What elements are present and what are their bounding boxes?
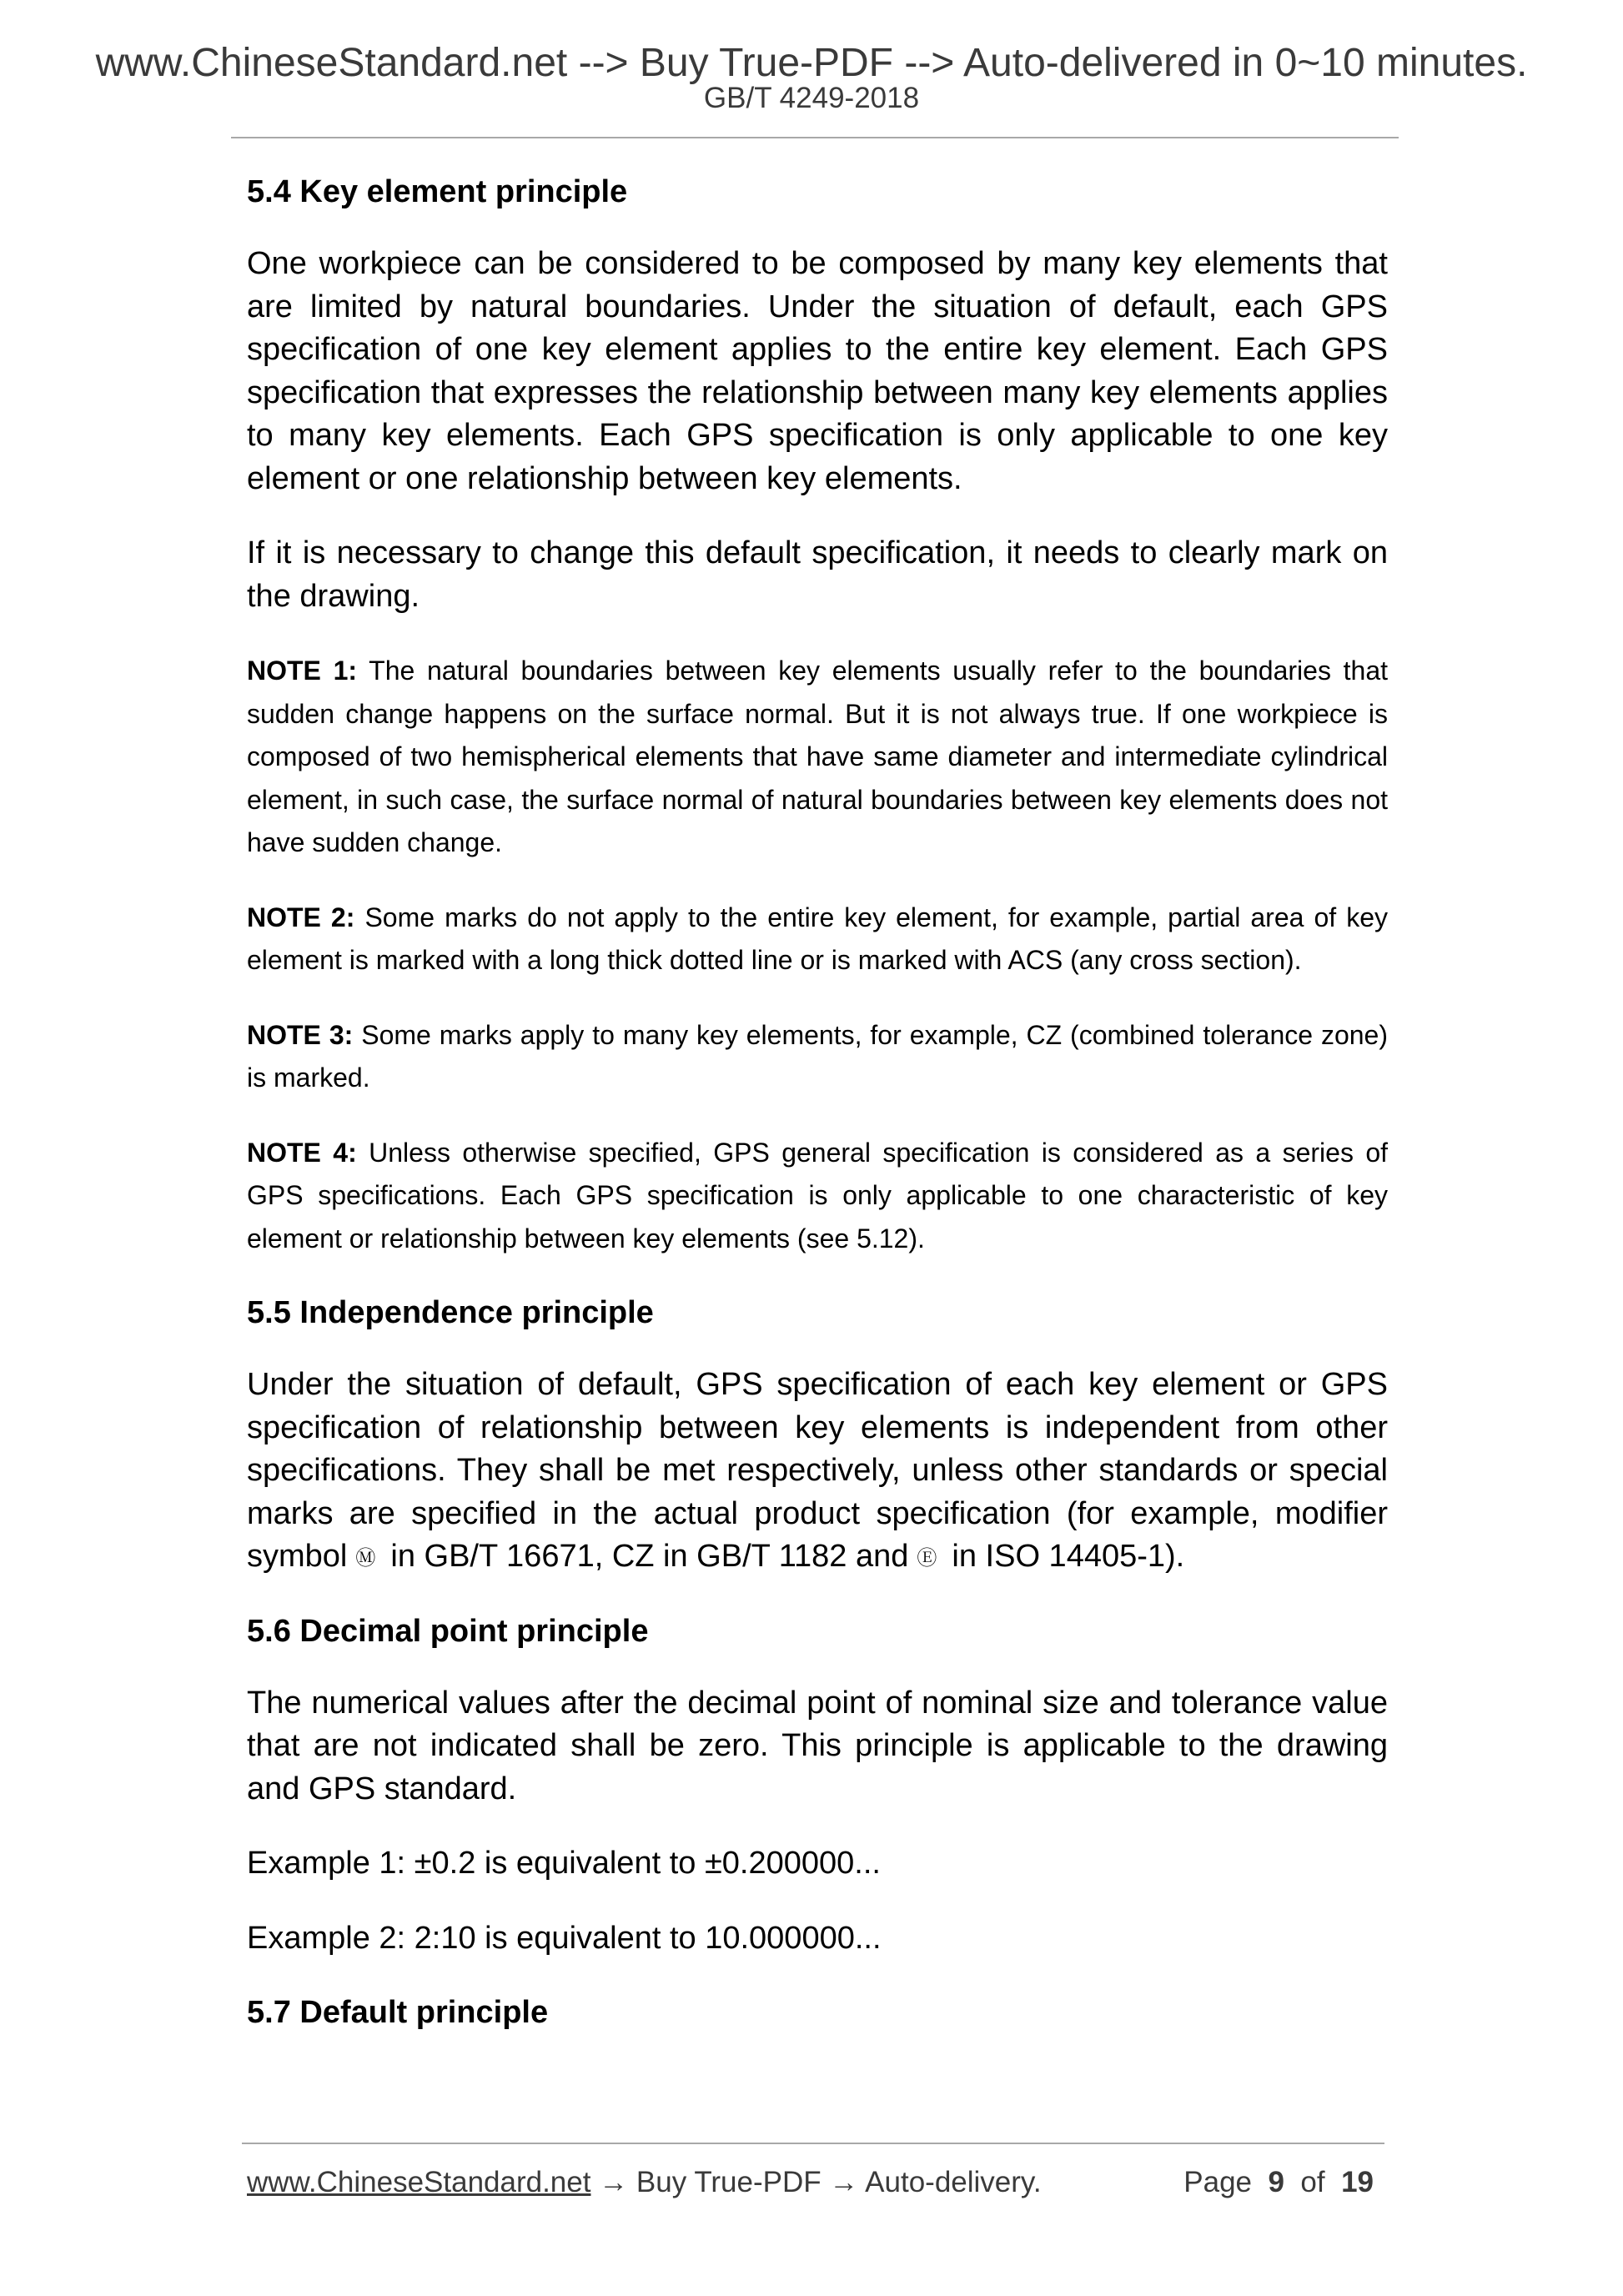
page-indicator [1183,2162,1374,2203]
footer-divider [242,2143,1384,2144]
example-2: Example 2: 2:10 is equivalent to 10.000000... [247,1920,882,1956]
note-2-text: Some marks do not apply to the entire key element, for example, partial area of key element is marked with a long thick dotted line or is marked with ACS (any cross section). [247,902,1389,975]
current-page-number: 9 [1268,2166,1284,2198]
page-label: Page [1183,2166,1253,2198]
section-5-5-text-c: in ISO 14405-1). [952,1539,1185,1574]
section-5-7-heading: 5.7 Default principle [247,1995,549,2030]
modifier-e-symbol-icon: Ⓔ [917,1547,937,1570]
note-3-label: NOTE 3: [247,1019,354,1050]
note-1-label: NOTE 1: [247,656,358,686]
footer-promo-text: → Buy True-PDF → Auto-delivery. [590,2166,1042,2198]
section-5-5-text-a: Under the situation of default, GPS specification of each key element or GPS specification of relationship between key elements is independent from other specifications. They shall be met respectively, unless other standards or special marks are specified in the actual product specification (for example, modifier symbol [247,1367,1388,1574]
section-5-4-heading: 5.4 Key element principle [247,174,628,209]
section-5-4-paragraph-2: If it is necessary to change this default specification, it needs to clearly mark on the drawing. [247,535,1388,614]
note-2 [247,897,1388,982]
section-5-4-paragraph-1: One workpiece can be considered to be composed by many key elements that are limited by natural boundaries. Under the situation of default, each GPS specification of one key element applies to the entire key element. Each GPS specification that expresses the relationship between many key elements applies to many key elements. Each GPS specification is only applicable to one key element or one relationship between key elements. [247,246,1388,496]
note-3-text: Some marks apply to many key elements, for example, CZ (combined tolerance zone) is marked. [247,1019,1389,1093]
page-footer [247,2162,1388,2203]
note-4-label: NOTE 4: [247,1137,357,1168]
modifier-m-symbol-icon: Ⓜ [355,1547,376,1570]
note-4-text: Unless otherwise specified, GPS general specification is considered as a series of GPS specifications. Each GPS specification is only applicable to one characteristic of key element or relationship between key elements (see 5.12). [247,1137,1389,1254]
note-2-label: NOTE 2: [247,902,355,932]
footer-website-link[interactable]: www.ChineseStandard.net [247,2166,591,2198]
note-1-text: The natural boundaries between key elements usually refer to the boundaries that sudden change happens on the surface normal. But it is not always true. If one workpiece is composed of two hemispherical elements that have same diameter and intermediate cylindrical element, in such case, the surface normal of natural boundaries between key elements does not have sudden change. [247,656,1389,857]
section-5-6-paragraph: The numerical values after the decimal point of nominal size and tolerance value that are not indicated shall be zero. This principle is applicable to the drawing and GPS standard. [247,1685,1388,1806]
note-1 [247,650,1388,865]
of-label: of [1300,2166,1325,2198]
footer-promo [247,2162,1042,2203]
note-4 [247,1132,1388,1261]
section-5-5-heading: 5.5 Independence principle [247,1295,654,1330]
section-5-5-text-b: in GB/T 16671, CZ in GB/T 1182 and [390,1539,909,1574]
document-id: GB/T 4249-2018 [703,82,920,114]
header-divider [231,137,1399,138]
section-5-6-heading: 5.6 Decimal point principle [247,1613,649,1649]
total-pages-number: 19 [1341,2166,1374,2198]
note-3 [247,1014,1388,1100]
page-content [247,171,1388,2063]
section-5-5-paragraph [247,1364,1388,1579]
example-1: Example 1: ±0.2 is equivalent to ±0.200000... [247,1846,881,1881]
header-banner: www.ChineseStandard.net --> Buy True-PDF --> Auto-delivered in 0~10 minutes. [95,41,1528,85]
